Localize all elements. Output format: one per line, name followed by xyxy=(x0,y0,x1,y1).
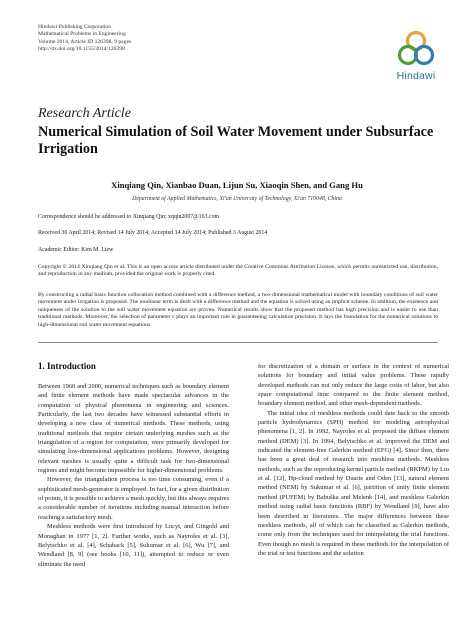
article-type-label: Research Article xyxy=(38,106,131,121)
paragraph: However, the triangulation process is too time consuming, even if a sophisticated mesh-generator is employed. In fact, for a given distribution of points, it is possible to achieve a mesh quickly, but this always requires a considerable number of iterations including manual interaction before reaching a satisfactory mesh. xyxy=(38,476,229,521)
paragraph: Meshless methods were first introduced by Lucyt, and Gingold and Monaghan in 1977 [1, 2]. Further works, such as Nayroles et al. [3], Belytschko et al. [4], Schaback [5], Sukumar et al. [6], Wu [7], and Wendland [8, 9] (see books [10, 11]), attempted to reduce or even eliminate the need xyxy=(38,523,229,568)
dates-line: Received 30 April 2014; Revised 14 July 2014; Accepted 14 July 2014; Published 3 August 2014 xyxy=(38,230,268,236)
volume-line: Volume 2014, Article ID 126398, 9 pages xyxy=(38,38,132,45)
academic-editor-line: Academic Editor: Kim M. Liew xyxy=(38,247,114,253)
author-list: Xinqiang Qin, Xianbao Duan, Lijun Su, Xiaoqin Shen, and Gang Hu xyxy=(111,180,363,190)
paragraph: Between 1960 and 2000, numerical techniques such as boundary element and finite element methods have made spectacular advances in the computation of physical phenomena in engineering and sciences. Particularly, the last two decades have witnessed substantial efforts in developing a new class of numerical methods. These methods, using traditional methods that require certain underlying meshes such as the triangulation of a region for computation, were primarily developed for simulating low-dimensional applications problems. However, designing relevant meshes is usually quite a difficult task for two-dimensional regions and might become impossible for higher-dimensional problems. xyxy=(38,383,229,475)
doi-line: http://dx.doi.org/10.1155/2014/126398 xyxy=(38,46,125,53)
left-column xyxy=(38,382,229,569)
affiliation: Department of Applied Mathematics, Xi'an University of Technology, Xi'an 710048, China xyxy=(132,196,342,202)
section-heading: 1. Introduction xyxy=(38,361,96,371)
copyright-notice: Copyright © 2014 Xinqiang Qin et al. This is an open access article distributed under the Creative Commons Attribution License, which permits unrestricted use, distribution, and reproduction in any medium, provided the original work is properly cited. xyxy=(38,264,438,278)
article-title: Numerical Simulation of Soil Water Movement under Subsurface Irrigation xyxy=(38,124,434,157)
right-column xyxy=(258,362,449,558)
publisher-line: Hindawi Publishing Corporation xyxy=(38,24,112,30)
hindawi-logo xyxy=(388,30,444,84)
section-divider xyxy=(38,342,438,343)
hindawi-rings-icon xyxy=(396,30,436,68)
abstract: By constructing a radial basis function collocation method combined with a difference method, a two-dimensional mathematical model with boundary conditions of soil water movement under irrigation is proposed. The nonlinear term is dealt with a difference method and the equation is solved using an implicit scheme. In addition, the existence and uniqueness of the solution to the soil water movement equation are proven. Numerical results show that the proposed method has high precision and is easier to use than traditional methods. Moreover, the selection of parameter c plays an important role in guaranteeing calculation precision. It lays the foundation for the numerical solutions to high-dimensional soil water movement equations. xyxy=(38,292,438,328)
correspondence-line: Correspondence should be addressed to Xinqiang Qin; xqqin2007@163.com xyxy=(38,214,220,220)
hindawi-wordmark: Hindawi xyxy=(396,70,436,82)
paragraph: The initial idea of meshless methods could date back to the smooth particle hydrodynamics (SPH) method for modeling astrophysical phenomena [1, 2]. In 1992, Nayroles et al. proposed the diffuse element method (DEM) [3]. In 1994, Belytschko et al. improved the DEM and indicated the element-free Galerkin method (EFG) [4]. Since then, there has been a great deal of research into meshless methods. Meshless methods, such as the reproducing kernel particle method (RKPM) by Liu et al. [12], Hp-cloud method by Duarte and Oden [13], natural element method (NEM) by Sukumar et al. [6], partition of unity finite element method (PUFEM) by Babuška and Melenk [14], and meshless Galerkin method using radial basis functions (RBF) by Wendland [9], have also been described in literatures. The major differences between these meshless methods, all of which can be classified as Galerkin methods, come only from the techniques used for interpolating the trial functions. Even though no mesh is required in these methods for the interpolation of the trial or test functions and the solution xyxy=(258,409,449,557)
paragraph: for discretization of a domain or surface in the context of numerical solutions for boundary and initial value problems. These rapidly developed methods can not only reduce the large costs of labor, but also spare computational time compared to the finite element method, boundary element method, and other mesh-dependent methods. xyxy=(258,363,449,408)
journal-line: Mathematical Problems in Engineering xyxy=(38,31,126,38)
journal-header xyxy=(38,24,131,54)
